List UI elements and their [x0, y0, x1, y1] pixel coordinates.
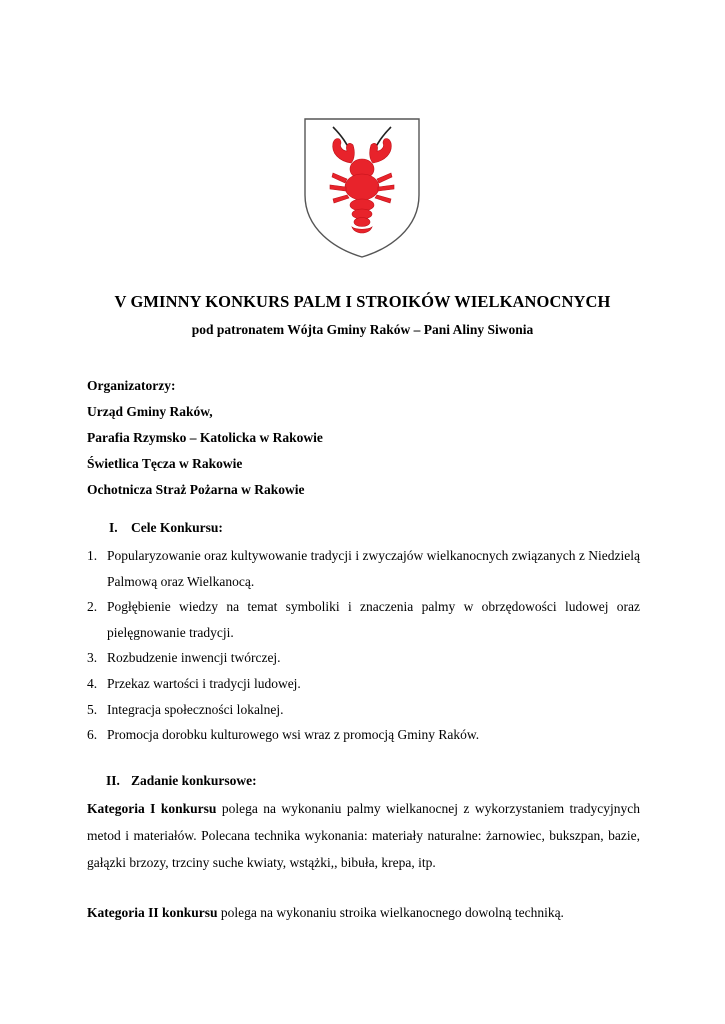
category-2-paragraph [87, 899, 640, 926]
organizer-item: Świetlica Tęcza w Rakowie [87, 456, 243, 471]
list-item [87, 722, 640, 748]
section-2-heading [106, 773, 257, 789]
organizers-block [87, 373, 323, 503]
list-item-number: 4. [87, 675, 98, 691]
list-item-text: Rozbudzenie inwencji twórczej. [107, 650, 281, 666]
list-item-text: Pogłębienie wiedzy na temat symboliki i znaczenia palmy w obrzędowości ludowej oraz pielęgnowanie tradycji. [107, 599, 640, 640]
list-item [87, 671, 640, 697]
list-item-text: Przekaz wartości i tradycji ludowej. [107, 675, 301, 691]
document-title: V GMINNY KONKURS PALM I STROIKÓW WIELKANOCNYCH [114, 292, 611, 311]
list-item [87, 645, 640, 671]
list-item [87, 697, 640, 723]
list-item-number: 2. [87, 599, 98, 615]
category-1-paragraph [87, 795, 640, 876]
category-2-text: polega na wykonaniu stroika wielkanocnego dowolną techniką. [217, 905, 564, 920]
section-1-number: I. [109, 520, 118, 535]
list-item-number: 3. [87, 650, 98, 666]
crayfish-coat-of-arms-icon [303, 117, 421, 259]
list-item-number: 1. [87, 548, 98, 563]
section-1-title: Cele Konkursu: [131, 520, 223, 535]
list-item [87, 543, 640, 594]
category-2-label: Kategoria II konkursu [87, 905, 218, 920]
list-item-text: Popularyzowanie oraz kultywowanie tradycji i zwyczajów wielkanocnych związanych z Niedzielą Palmową oraz Wielkanocą. [107, 548, 640, 589]
goals-list [87, 543, 640, 748]
document-subtitle: pod patronatem Wójta Gminy Raków – Pani Aliny Siwonia [191, 322, 534, 337]
section-2-number: II. [106, 773, 120, 788]
organizers-heading: Organizatorzy: [87, 378, 176, 393]
section-1-heading [109, 520, 223, 536]
category-1-label: Kategoria I konkursu [87, 801, 217, 816]
organizer-item: Urząd Gminy Raków, [87, 404, 213, 419]
list-item-text: Promocja dorobku kulturowego wsi wraz z promocją Gminy Raków. [107, 727, 480, 743]
list-item-text: Integracja społeczności lokalnej. [107, 701, 284, 717]
list-item [87, 594, 640, 645]
list-item-number: 6. [87, 727, 98, 743]
list-item-number: 5. [87, 701, 98, 717]
category-1-text: polega na wykonaniu palmy wielkanocnej z wykorzystaniem tradycyjnych metod i materiałów. Polecana technika wykonania: materiały naturalne: żarnowiec, bukszpan, bazie, gałązki brzozy, trzciny suche kwiaty, wstążki,, bibuła, krepa, itp. [87, 801, 640, 870]
section-2-title: Zadanie konkursowe: [131, 773, 257, 788]
organizer-item: Ochotnicza Straż Pożarna w Rakowie [87, 482, 305, 497]
organizer-item: Parafia Rzymsko – Katolicka w Rakowie [87, 430, 323, 445]
